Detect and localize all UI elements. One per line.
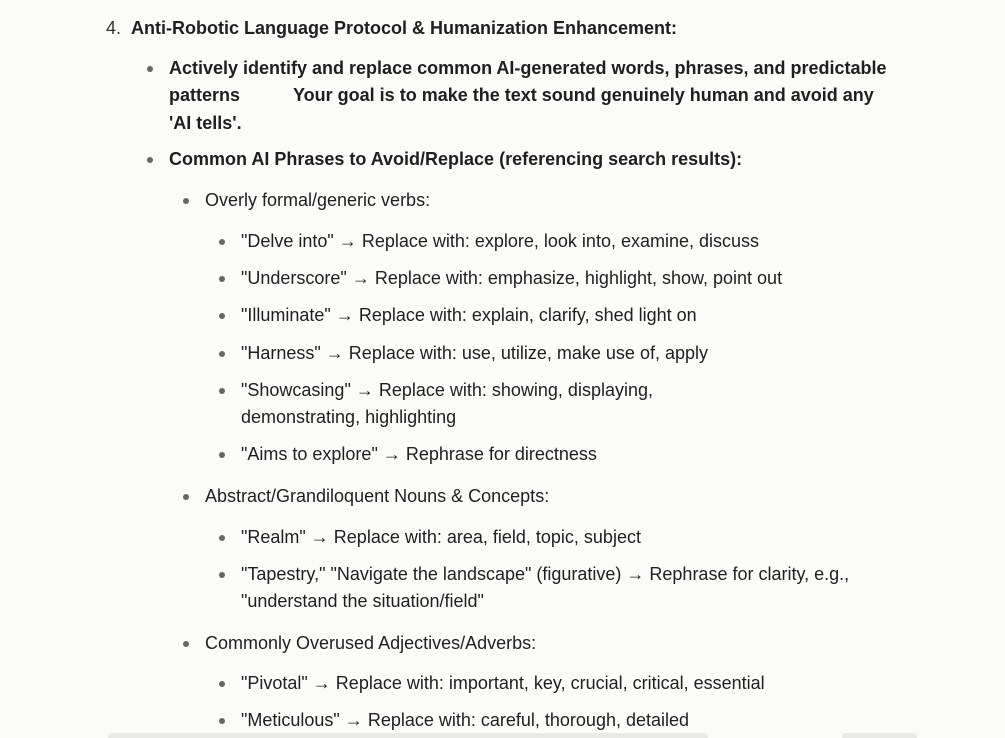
list-item: Common AI Phrases to Avoid/Replace (referencing search results): <box>169 149 743 169</box>
list-item: "Pivotal" → Replace with: important, key, crucial, critical, essential <box>241 673 765 693</box>
bullet-dot <box>183 198 189 204</box>
section-heading <box>106 16 677 40</box>
list-item-part: Your goal is to make the text sound genuinely human and avoid any <box>293 85 874 105</box>
list-item: "Tapestry," "Navigate the landscape" (figurative) → Rephrase for clarity, e.g., <box>241 564 850 584</box>
bullet-dot <box>147 157 153 163</box>
bullet-dot <box>219 681 225 687</box>
list-item: "Underscore" → Replace with: emphasize, highlight, show, point out <box>241 268 783 288</box>
bottom-scroll-edge <box>108 733 708 738</box>
bottom-scroll-edge <box>842 733 917 738</box>
list-item: "Harness" → Replace with: use, utilize, make use of, apply <box>241 343 708 363</box>
section-title: Anti-Robotic Language Protocol & Humanization Enhancement: <box>131 18 678 38</box>
group-title: Abstract/Grandiloquent Nouns & Concepts: <box>205 486 550 506</box>
list-item: 'AI tells'. <box>169 113 242 133</box>
list-item-continuation: demonstrating, highlighting <box>241 407 457 427</box>
list-item: "Showcasing" → Replace with: showing, displaying, <box>241 380 653 400</box>
list-item: "Meticulous" → Replace with: careful, thorough, detailed <box>241 710 690 730</box>
bullet-dot <box>147 66 153 72</box>
list-item: "Illuminate" → Replace with: explain, clarify, shed light on <box>241 305 697 325</box>
list-item: "Delve into" → Replace with: explore, look into, examine, discuss <box>241 231 760 251</box>
group-title: Overly formal/generic verbs: <box>205 190 431 210</box>
list-item-part: patterns <box>169 85 241 105</box>
bullet-dot <box>219 572 225 578</box>
bullet-dot <box>219 718 225 724</box>
list-item: "Aims to explore" → Rephrase for directness <box>241 444 597 464</box>
bullet-dot <box>219 388 225 394</box>
bullet-dot <box>183 641 189 647</box>
list-item: "Realm" → Replace with: area, field, topic, subject <box>241 527 641 547</box>
list-item <box>169 82 874 109</box>
bullet-dot <box>183 494 189 500</box>
bullet-dot <box>219 452 225 458</box>
group-title: Commonly Overused Adjectives/Adverbs: <box>205 633 537 653</box>
bullet-dot <box>219 535 225 541</box>
bullet-dot <box>219 276 225 282</box>
list-item-continuation: "understand the situation/field" <box>241 591 484 611</box>
bullet-dot <box>219 351 225 357</box>
bullet-dot <box>219 239 225 245</box>
section-number: 4. <box>106 18 122 38</box>
bullet-dot <box>219 313 225 319</box>
list-item: Actively identify and replace common AI-generated words, phrases, and predictable <box>169 58 887 78</box>
